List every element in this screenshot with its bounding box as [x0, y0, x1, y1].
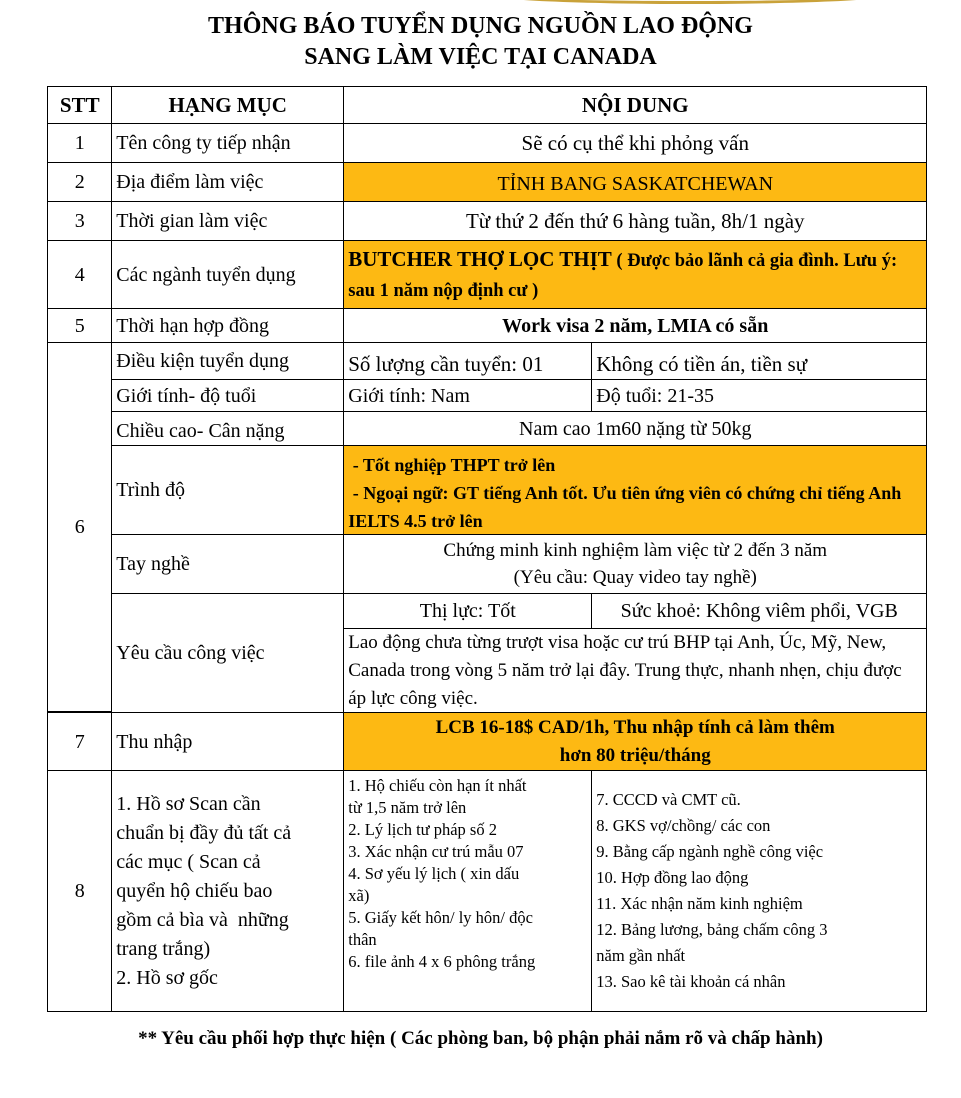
row-6-number: 6: [47, 342, 112, 712]
doc-item: 9. Bằng cấp ngành nghề công việc: [596, 842, 824, 862]
row-6-job-desc: Lao động chưa từng trượt visa hoặc cư trú BHP tại Anh, Úc, Mỹ, New, Canada trong vòng 5 năm trở lại đây. Trung thực, nhanh nhẹn, chịu được áp lực công việc.: [343, 628, 927, 713]
row-6-height-weight-label: Chiều cao- Cân nặng: [111, 411, 344, 446]
row-3-label: Thời gian làm việc: [111, 201, 344, 241]
row-6-education-line-1: - Tốt nghiệp THPT trở lên: [348, 455, 556, 476]
row-8-docs-left: [343, 770, 592, 1012]
row-7-value-line-1: LCB 16-18$ CAD/1h, Thu nhập tính cả làm thêm: [435, 716, 835, 738]
row-7-number: 7: [47, 712, 112, 771]
row-6-record: Không có tiền án, tiền sự: [591, 342, 927, 380]
row-6-education: [343, 445, 927, 535]
doc-item: 3. Xác nhận cư trú mẫu 07: [348, 842, 524, 862]
row-6-conditions-label: Điều kiện tuyển dụng: [111, 342, 344, 380]
row-2-label: Địa điểm làm việc: [111, 162, 344, 202]
title-line-2: SANG LÀM VIỆC TẠI CANADA: [304, 44, 657, 70]
row-6-health: Sức khoẻ: Không viêm phổi, VGB: [591, 593, 927, 629]
row-4-value-rest: ( Được bảo lãnh cả gia đình. Lưu ý: sau 1 năm nộp định cư ): [348, 251, 898, 302]
header-content: NỘI DUNG: [343, 86, 927, 124]
doc-item: từ 1,5 năm trở lên: [348, 798, 467, 818]
row-6-skill-label: Tay nghề: [111, 534, 344, 594]
doc-item: 10. Hợp đồng lao động: [596, 868, 749, 888]
row-2-value: TỈNH BANG SASKATCHEWAN: [343, 162, 927, 202]
doc-item: 8. GKS vợ/chồng/ các con: [596, 816, 771, 836]
row-4-value: [343, 240, 927, 309]
row-4-value-bold: BUTCHER THỢ LỌC THỊT: [348, 247, 612, 272]
row-6-age: Độ tuổi: 21-35: [591, 379, 927, 412]
row-6-education-label: Trình độ: [111, 445, 344, 535]
row-6-skill-line-2: (Yêu cầu: Quay video tay nghề): [513, 567, 757, 589]
row-1-label: Tên công ty tiếp nhận: [111, 123, 344, 163]
doc-item: 5. Giấy kết hôn/ ly hôn/ độc: [348, 908, 533, 928]
row-4-number: 4: [47, 240, 112, 309]
doc-item: 12. Bảng lương, bảng chấm công 3: [596, 920, 828, 940]
row-6-height-weight: Nam cao 1m60 nặng từ 50kg: [343, 411, 927, 446]
row-6-skill: [343, 534, 927, 594]
row-6-gender: Giới tính: Nam: [343, 379, 592, 412]
row-6-quantity: Số lượng cần tuyển: 01: [343, 342, 592, 380]
row-8-label-line: gồm cả bìa và những: [116, 908, 289, 931]
row-6-education-line-2: - Ngoại ngữ: GT tiếng Anh tốt. Ưu tiên ứng viên có chứng chỉ tiếng Anh IELTS 4.5 trở lên: [348, 483, 906, 532]
doc-item: 13. Sao kê tài khoản cá nhân: [596, 972, 786, 992]
header-stt: STT: [47, 86, 112, 124]
row-6-job-req-label: Yêu cầu công việc: [111, 593, 344, 713]
row-8-label-line: 1. Hồ sơ Scan cần: [116, 792, 261, 815]
doc-item: 4. Sơ yếu lý lịch ( xin dấu: [348, 864, 520, 884]
page-title: [0, 11, 961, 73]
doc-item: năm gần nhất: [596, 946, 686, 966]
row-8-label-line: 2. Hồ sơ gốc: [116, 966, 218, 989]
doc-item: 7. CCCD và CMT cũ.: [596, 790, 741, 810]
doc-item: 11. Xác nhận năm kinh nghiệm: [596, 894, 803, 914]
row-6-gender-age-label: Giới tính- độ tuổi: [111, 379, 344, 412]
row-5-label: Thời hạn hợp đồng: [111, 308, 344, 343]
row-1-number: 1: [47, 123, 112, 163]
top-decoration: [490, 0, 890, 4]
row-2-number: 2: [47, 162, 112, 202]
row-8-label-line: các mục ( Scan cả: [116, 850, 261, 873]
doc-item: 6. file ảnh 4 x 6 phông trắng: [348, 952, 536, 972]
row-3-value: Từ thứ 2 đến thứ 6 hàng tuần, 8h/1 ngày: [343, 201, 927, 241]
doc-item: 1. Hộ chiếu còn hạn ít nhất: [348, 776, 527, 796]
header-category: HẠNG MỤC: [111, 86, 344, 124]
row-8-number: 8: [47, 770, 112, 1012]
row-5-value: Work visa 2 năm, LMIA có sẵn: [343, 308, 927, 343]
row-8-label-line: chuẩn bị đầy đủ tất cả: [116, 821, 292, 844]
footnote: ** Yêu cầu phối hợp thực hiện ( Các phòng ban, bộ phận phải nắm rõ và chấp hành): [138, 1028, 823, 1049]
title-line-1: THÔNG BÁO TUYỂN DỤNG NGUỒN LAO ĐỘNG: [208, 13, 753, 39]
row-6-vision: Thị lực: Tốt: [343, 593, 592, 629]
row-7-label: Thu nhập: [111, 712, 344, 771]
recruitment-table: [48, 87, 928, 1013]
row-8-docs-right: [591, 770, 927, 1012]
row-8-label: [111, 770, 344, 1012]
row-1-value: Sẽ có cụ thể khi phỏng vấn: [343, 123, 927, 163]
doc-item: thân: [348, 930, 377, 950]
row-3-number: 3: [47, 201, 112, 241]
row-7-value: [343, 712, 927, 771]
row-8-label-line: trang trắng): [116, 937, 211, 960]
row-6-skill-line-1: Chứng minh kinh nghiệm làm việc từ 2 đến 3 năm: [443, 540, 828, 562]
row-7-value-line-2: hơn 80 triệu/tháng: [559, 744, 711, 766]
row-8-label-line: quyển hộ chiếu bao: [116, 879, 273, 902]
doc-item: xã): [348, 886, 370, 906]
doc-item: 2. Lý lịch tư pháp số 2: [348, 820, 497, 840]
row-4-label: Các ngành tuyển dụng: [111, 240, 344, 309]
row-5-number: 5: [47, 308, 112, 343]
